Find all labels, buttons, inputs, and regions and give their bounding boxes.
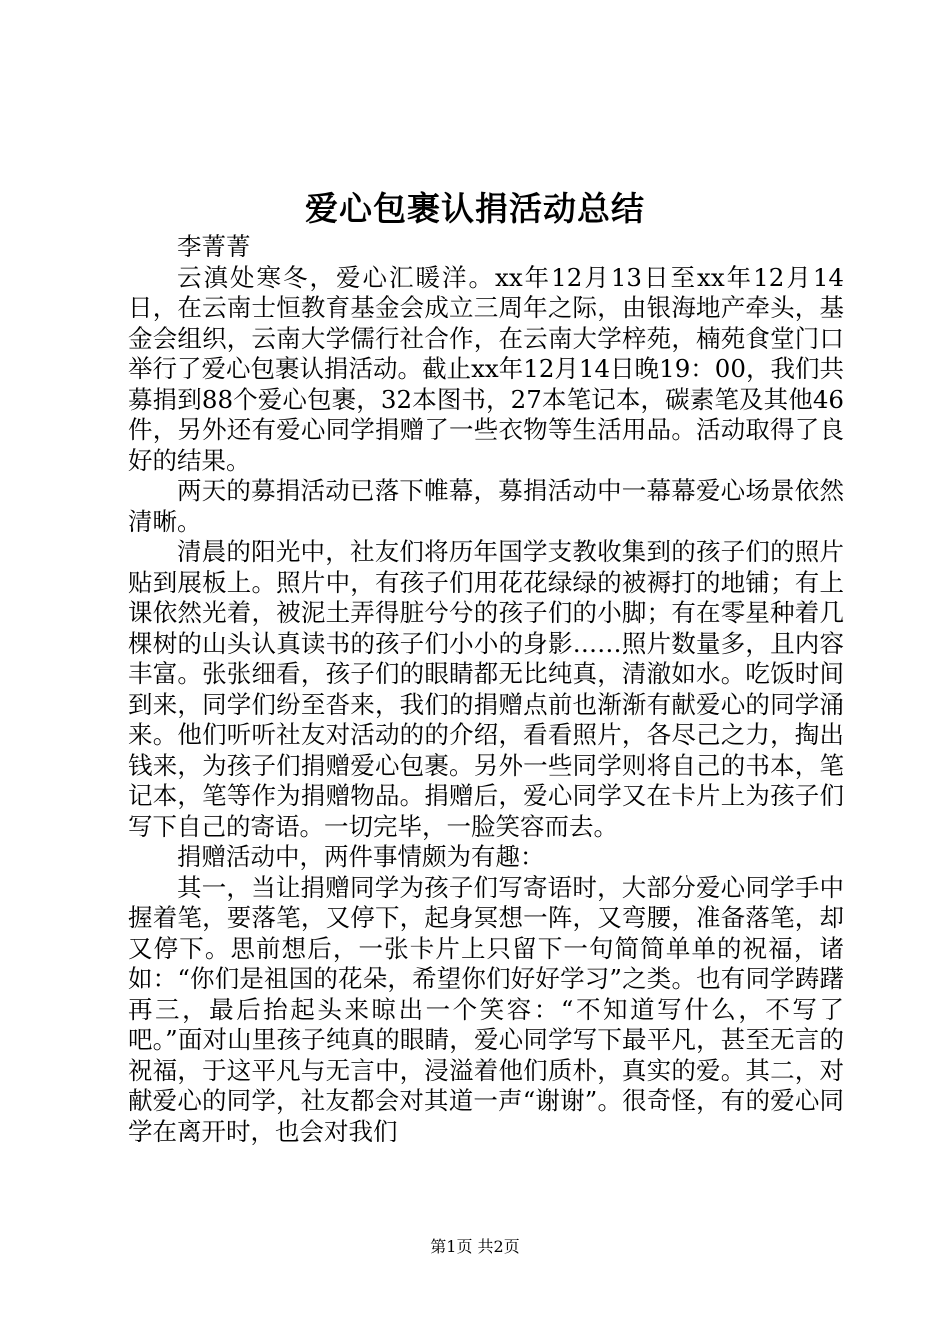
paragraph-5: 其一，当让捐赠同学为孩子们写寄语时，大部分爱心同学手中握着笔，要落笔，又停下，起身冥想一阵，又弯腰，准备落笔，却又停下。思前想后，一张卡片上只留下一句简简单单的祝福，诸如：“你们是祖国的花朵，希望你们好好学习”之类。也有同学踌躇再三，最后抬起头来晾出一个笑容：“不知道写什么，不写了吧。”面对山里孩子纯真的眼睛，爱心同学写下最平凡，甚至无言的祝福，于这平凡与无言中，浸溢着他们质朴，真实的爱。其二，对献爱心的同学，社友都会对其道一声“谢谢”。很奇怪，有的爱心同学在离开时，也会对我们	[128, 872, 844, 1146]
paragraph-3: 清晨的阳光中，社友们将历年国学支教收集到的孩子们的照片贴到展板上。照片中，有孩子们用花花绿绿的被褥打的地铺；有上课依然光着，被泥土弄得脏兮兮的孩子们的小脚；有在零星种着几棵树的山头认真读书的孩子们小小的身影……照片数量多，且内容丰富。张张细看，孩子们的眼睛都无比纯真，清澈如水。吃饭时间到来，同学们纷至沓来，我们的捐赠点前也渐渐有献爱心的同学涌来。他们听听社友对活动的的介绍，看看照片，各尽己之力，掏出钱来，为孩子们捐赠爱心包裹。另外一些同学则将自己的书本，笔记本，笔等作为捐赠物品。捐赠后，爱心同学又在卡片上为孩子们写下自己的寄语。一切完毕，一脸笑容而去。	[128, 537, 844, 841]
author-name: 李菁菁	[177, 232, 251, 261]
paragraph-1: 云滇处寒冬，爱心汇暖洋。xx年12月13日至xx年12月14日，在云南士恒教育基金会成立三周年之际，由银海地产牵头，基金会组织，云南大学儒行社合作，在云南大学梓苑，楠苑食堂门口举行了爱心包裹认捐活动。截止xx年12月14日晚19：00，我们共募捐到88个爱心包裹，32本图书，27本笔记本，碳素笔及其他46件，另外还有爱心同学捐赠了一些衣物等生活用品。活动取得了良好的结果。	[128, 262, 844, 475]
paragraph-2: 两天的募捐活动已落下帷幕，募捐活动中一幕幕爱心场景依然清晰。	[128, 476, 844, 536]
document-title: 爱心包裹认捐活动总结	[305, 189, 645, 228]
paragraph-4: 捐赠活动中，两件事情颇为有趣：	[177, 842, 545, 871]
document-body	[128, 232, 844, 1147]
page-footer: 第1页 共2页	[430, 1237, 520, 1256]
